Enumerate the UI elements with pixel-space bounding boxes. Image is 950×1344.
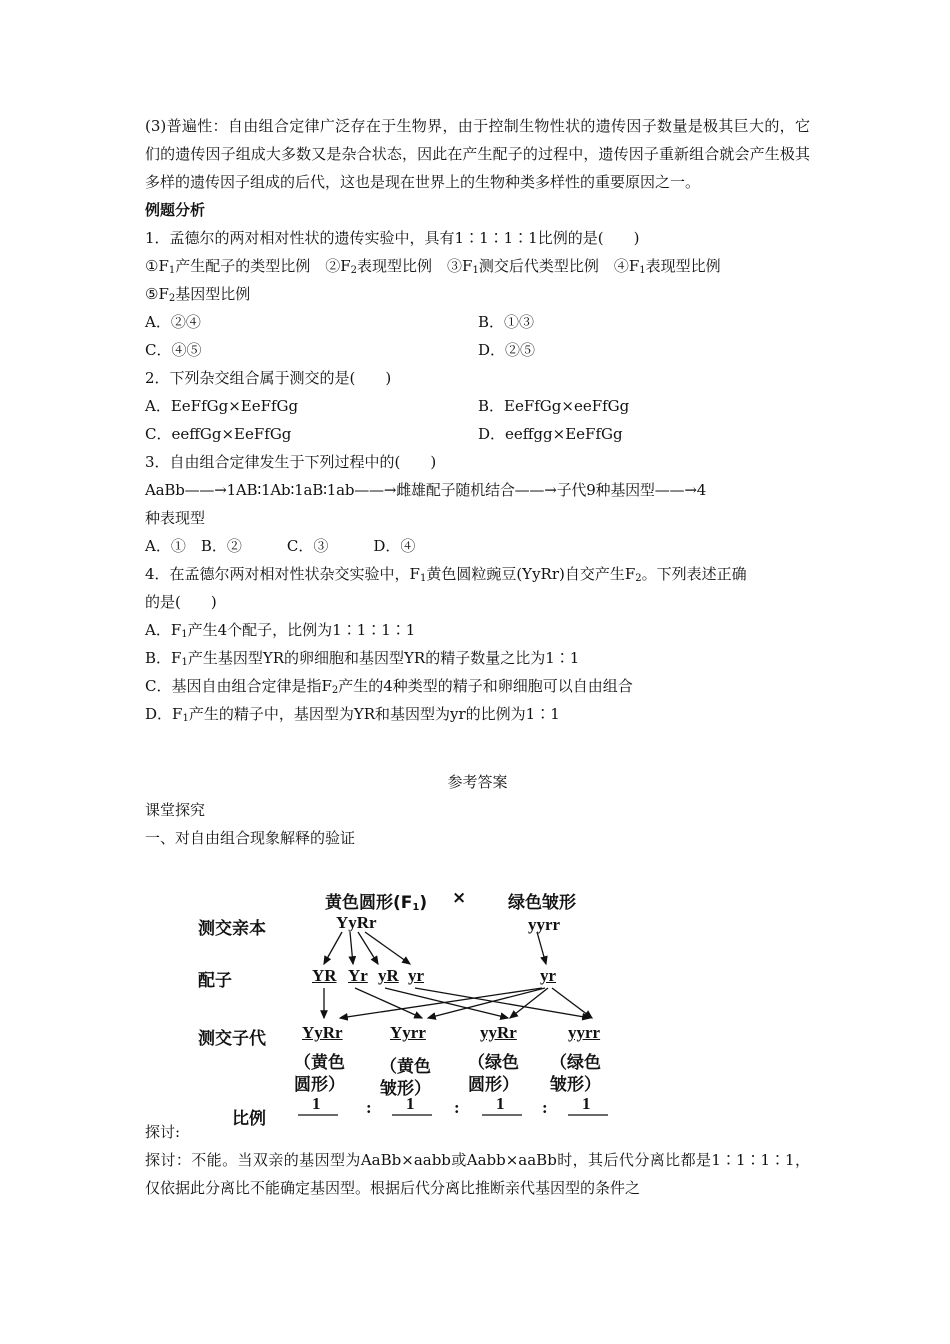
cross-symbol: × [452, 888, 467, 908]
gamete-2: Yr [348, 966, 368, 985]
q3-process-line2: 种表现型 [145, 509, 206, 527]
ratio-value-2: 1 [406, 1094, 415, 1113]
q1-option-a: A．②④ [145, 313, 201, 331]
answers-subtitle-1: 课堂探究 [145, 801, 206, 819]
discussion-section [145, 1118, 810, 1202]
ratio-value-4: 1 [582, 1094, 591, 1113]
arrow-to-parent2-gamete [537, 932, 546, 964]
q2-stem: 2．下列杂交组合属于测交的是( ) [145, 369, 392, 387]
arrow-to-yr-gamete-1 [324, 932, 342, 964]
answers-subtitle-2: 一、对自由组合现象解释的验证 [145, 829, 356, 847]
discussion-label: 探讨: [145, 1123, 181, 1141]
offspring-phenotype-3: （绿色 圆形） [468, 1053, 519, 1095]
q3-process-line1: AaBb——→1AB∶1Ab∶1aB∶1ab——→雌雄配子随机结合——→子代9种基因型——→4 [145, 481, 707, 499]
test-cross-diagram [190, 880, 630, 1130]
gamete-3: yR [378, 966, 399, 985]
ratio-colon-1: : [366, 1098, 372, 1117]
q1-options-row2 [145, 336, 810, 364]
q2-option-a: A．EeFfGg×EeFfGg [145, 397, 299, 415]
q4-stem-line1: 4．在孟德尔两对相对性状杂交实验中，$F_1$黄色圆粒豌豆(YyRr)自交产生$F_2$。下列表述正确 [145, 565, 747, 584]
ratio-colon-3: : [542, 1098, 548, 1117]
q4-option-a: A．$F_1$产生4个配子，比例为1∶1∶1∶1 [145, 621, 416, 640]
row-label-gametes: 配子 [198, 971, 232, 991]
row-label-ratio: 比例 [232, 1109, 266, 1129]
document-body [145, 112, 810, 852]
parent2-gamete: yr [540, 966, 557, 985]
q2-option-b: B．EeFfGg×eeFfGg [478, 397, 630, 415]
q2-option-d: D．eeffgg×EeFfGg [478, 425, 623, 443]
arrow-yr2-to-offspring2 [355, 988, 422, 1018]
parent1-phenotype: 黄色圆形$(F_1)$ [325, 893, 428, 913]
q3-options: A．① B．② C．③ D．④ [145, 537, 416, 555]
discussion-text: 探讨：不能。当双亲的基因型为AaBb×aabb或Aabb×aaBb时，其后代分离比都是1∶1∶1∶1，仅依据此分离比不能确定基因型。根据后代分离比推断亲代基因型的条件之 [145, 1151, 810, 1197]
q2-options-row1 [145, 392, 810, 420]
q1-option-d: D．②⑤ [478, 341, 536, 359]
q1-option-b: B．①③ [478, 313, 535, 331]
parent1-genotype: YyRr [336, 913, 377, 932]
parent2-genotype: yyrr [528, 915, 561, 934]
ratio-value-3: 1 [496, 1094, 505, 1113]
offspring-phenotype-4: （绿色 皱形） [550, 1053, 601, 1095]
offspring-genotype-2: Yyrr [390, 1023, 426, 1042]
offspring-phenotype-1: （黄色 圆形） [294, 1053, 345, 1095]
offspring-genotype-1: YyRr [302, 1023, 343, 1042]
q1-option-c: C．④⑤ [145, 341, 202, 359]
q2-option-c: C．eeffGg×EeFfGg [145, 425, 292, 443]
row-label-offspring: 测交子代 [198, 1029, 266, 1049]
q4-stem-line2: 的是( ) [145, 593, 217, 611]
offspring-genotype-4: yyrr [568, 1023, 601, 1042]
q1-items-line2: $⑤F_2$基因型比例 [145, 285, 251, 304]
gamete-4: yr [408, 966, 425, 985]
q1-options-row1 [145, 308, 810, 336]
offspring-genotype-3: yyRr [480, 1023, 517, 1042]
arrow-to-yr-gamete-4 [365, 932, 410, 964]
parent2-phenotype: 绿色皱形 [508, 893, 576, 913]
row-label-parents: 测交亲本 [198, 919, 266, 939]
gamete-1: YR [312, 966, 337, 985]
arrow-p2-to-offspring4 [552, 988, 592, 1018]
arrow-to-yr-gamete-2 [350, 932, 353, 964]
answers-title: 参考答案 [447, 773, 508, 791]
arrow-to-yr-gamete-3 [358, 932, 378, 964]
ratio-value-1: 1 [312, 1094, 321, 1113]
q4-option-d: D．$F_1$产生的精子中，基因型为YR和基因型为yr的比例为1∶1 [145, 705, 560, 724]
section-title: 例题分析 [145, 201, 206, 219]
q4-option-b: B．$F_1$产生基因型YR的卵细胞和基因型YR的精子数量之比为1∶1 [145, 649, 580, 668]
q4-option-c: C．基因自由组合定律是指$F_2$产生的4种类型的精子和卵细胞可以自由组合 [145, 677, 633, 696]
q3-stem: 3．自由组合定律发生于下列过程中的( ) [145, 453, 437, 471]
intro-paragraph: (3)普遍性：自由组合定律广泛存在于生物界，由于控制生物性状的遗传因子数量是极其巨大的，它们的遗传因子组成大多数又是杂合状态，因此在产生配子的过程中，遗传因子重新组合就会产生极其多样的遗传因子组成的后代，这也是现在世界上的生物种类多样性的重要原因之一。 [145, 117, 810, 191]
q2-options-row2 [145, 420, 810, 448]
ratio-colon-2: : [454, 1098, 460, 1117]
offspring-phenotype-2: （黄色 皱形） [380, 1057, 431, 1099]
q1-stem: 1．孟德尔的两对相对性状的遗传实验中，具有1∶1∶1∶1比例的是( ) [145, 229, 640, 247]
q1-items-line1: $①F_1$产生配子的类型比例 $②F_2$表现型比例 $③F_1$测交后代类型比例 $④F_1$表现型比例 [145, 257, 721, 276]
